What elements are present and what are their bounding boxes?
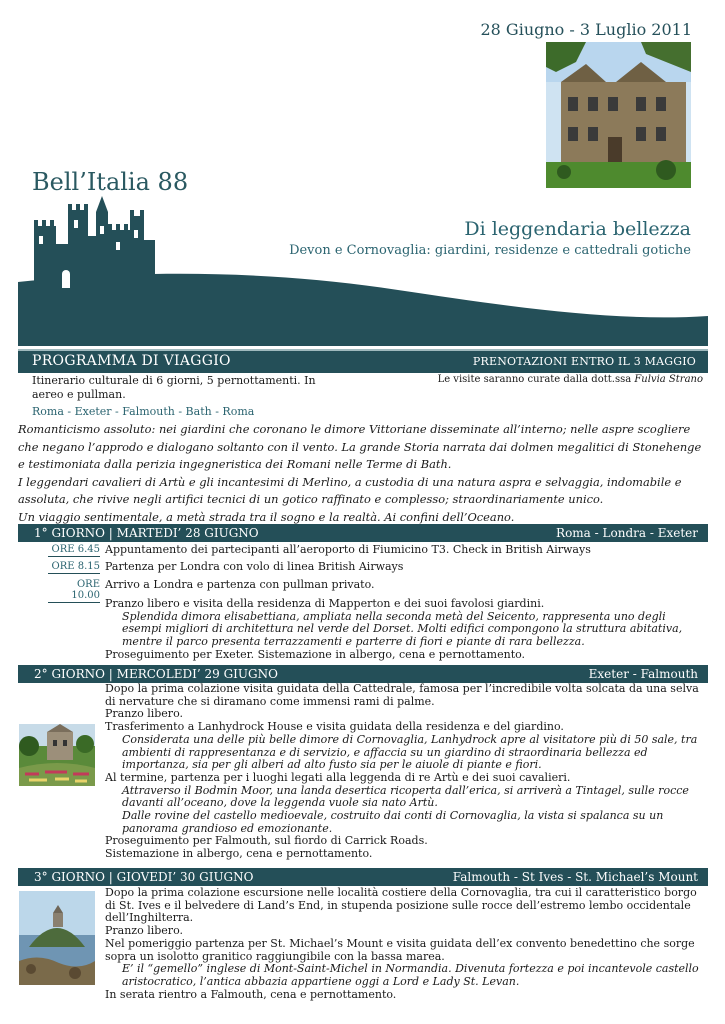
manor-house-photo: [546, 42, 691, 188]
day-text: Sistemazione in albergo, cena e pernottamento.: [105, 847, 373, 861]
intro-paragraph: Un viaggio sentimentale, a metà strada tra il sogno e la realtà. Ai confini dell’Oceano.: [18, 509, 515, 524]
day-text: Pranzo libero.: [105, 707, 183, 721]
day-text: Trasferimento a Lanhydrock House e visita guidata della residenza e del giardino.: [105, 720, 564, 734]
lanhydrock-garden-photo: [19, 724, 95, 786]
itinerary-summary: Itinerario culturale di 6 giorni, 5 pernottamenti. In aereo e pullman.: [32, 374, 316, 401]
day-text: Al termine, partenza per i luoghi legati alla leggenda di re Artù e dei suoi cavalieri.: [105, 770, 571, 784]
schedule-text: Partenza per Londra con volo di linea British Airways: [105, 560, 404, 573]
day-text: Dopo la prima colazione escursione nelle località costiere della Cornovaglia, tra cui il caratteristico borgo di St. Ives e il belvedere di Land’s End, in stupenda posizione sulle rocce dell’estremo lembo occidentale dell’Inghilterra.: [105, 886, 697, 925]
schedule-text: Arrivo a Londra e partenza con pullman privato.: [105, 578, 375, 591]
day-1-bar: [18, 524, 708, 542]
day-3-bar: [18, 868, 708, 886]
day-1-title: 1° GIORNO | MARTEDI’ 28 GIUGNO: [34, 526, 259, 540]
day-2-route: Exeter - Falmouth: [588, 667, 698, 681]
day-description: Splendida dimora elisabettiana, ampliata nella seconda metà del Seicento, rappresenta uno degli esempi migliori di architettura nel verde del Dorset. Molti edifici compongono la struttura abitativa, mentre il parco presenta terrazzamenti e parterre di fiori e piante di rara bellezza.: [122, 609, 683, 649]
day-3-title: 3° GIORNO | GIOVEDI’ 30 GIUGNO: [34, 870, 254, 884]
day-text: Dopo la prima colazione visita guidata della Cattedrale, famosa per l’incredibile volta solcata da una selva di nervature che si diramano come immensi rami di palme.: [105, 682, 699, 708]
day-3-details: [105, 887, 705, 1001]
main-title: Di leggendaria bellezza: [464, 218, 691, 240]
day-2-bar: [18, 665, 708, 683]
schedule-time: ORE 8.15: [48, 561, 100, 574]
intro-text: [18, 421, 710, 527]
curator-note: Le visite saranno curate dalla dott.ssa Fulvia Strano: [437, 374, 703, 385]
brand-title: Bell’Italia 88: [32, 168, 189, 196]
day-text: Pranzo libero e visita della residenza di Mapperton e dei suoi favolosi giardini.: [105, 597, 545, 610]
day-description: E’ il “gemello” inglese di Mont-Saint-Michel in Normandia. Divenuta fortezza e poi incantevole castello aristocratico, l’antica abbazia appartiene oggi a Lord e Lady St. Levan.: [122, 962, 699, 988]
day-2-details: [105, 683, 705, 861]
day-description: Attraverso il Bodmin Moor, una landa desertica ricoperta dall’erica, si arriverà a Tintagel, sulle rocce davanti all’oceano, dove la leggenda vuole sia nato Artù.: [122, 783, 689, 810]
booking-deadline: PRENOTAZIONI ENTRO IL 3 MAGGIO: [472, 355, 696, 368]
intro-paragraph: I leggendari cavalieri di Artù e gli incantesimi di Merlino, a custodia di una natura aspra e selvaggia, indomabile e assoluta, che rivive negli artifici tecnici di un gotico raffinato e complesso; straordinariamente unico.: [18, 474, 682, 507]
day-text: In serata rientro a Falmouth, cena e pernottamento.: [105, 987, 397, 1001]
program-heading: PROGRAMMA DI VIAGGIO: [32, 353, 231, 369]
schedule-time: ORE 6.45: [48, 544, 100, 557]
curator-name: Fulvia Strano: [634, 374, 703, 385]
day-text: Pranzo libero.: [105, 924, 183, 938]
castle-silhouette-logo: [30, 196, 155, 288]
day-text: Proseguimento per Falmouth, sul fiordo di Carrick Roads.: [105, 834, 428, 848]
day-3-route: Falmouth - St Ives - St. Michael’s Mount: [452, 870, 698, 884]
schedule-text: Appuntamento dei partecipanti all’aeroporto di Fiumicino T3. Check in British Airways: [105, 543, 591, 556]
schedule-time: ORE 10.00: [48, 579, 100, 603]
day-text: Proseguimento per Exeter. Sistemazione in albergo, cena e pernottamento.: [105, 647, 526, 661]
itinerary-route: Roma - Exeter - Falmouth - Bath - Roma: [32, 405, 255, 418]
day-description: Considerata una delle più belle dimore di Cornovaglia, Lanhydrock apre al visitatore più di 50 sale, tra ambienti di rappresentanza e di servizio, e affaccia su un giardino di straordinaria bellezza ed importanza, sia per gli alberi ad alto fusto sia per le aiuole di piante e fiori.: [122, 732, 698, 772]
day-1-route: Roma - Londra - Exeter: [556, 526, 698, 540]
st-michaels-mount-photo: [19, 891, 95, 985]
day-1-details: [105, 598, 705, 662]
day-2-title: 2° GIORNO | MERCOLEDI’ 29 GIUGNO: [34, 667, 278, 681]
travel-dates: 28 Giugno - 3 Luglio 2011: [480, 20, 692, 39]
program-bar: [18, 349, 708, 373]
day-description: Dalle rovine del castello medioevale, costruito dai conti di Cornovaglia, la vista si spalanca su un panorama grandioso ed emozionante.: [122, 809, 664, 835]
subtitle: Devon e Cornovaglia: giardini, residenze e cattedrali gotiche: [289, 243, 691, 258]
intro-paragraph: Romanticismo assoluto: nei giardini che coronano le dimore Vittoriane disseminate all’interno; nelle aspre scogliere che negano l’approdo e dialogano soltanto con il vento. La grande Storia narrata dai dolmen megalitici di Stonehenge e testimoniata dalla perizia ingegneristica dei Romani nelle Terme di Bath.: [18, 422, 702, 472]
day-text: Nel pomeriggio partenza per St. Michael’s Mount e visita guidata dell’ex convento benedettino che sorge sopra un isolotto granitico raggiungibile con la bassa marea.: [105, 936, 695, 963]
